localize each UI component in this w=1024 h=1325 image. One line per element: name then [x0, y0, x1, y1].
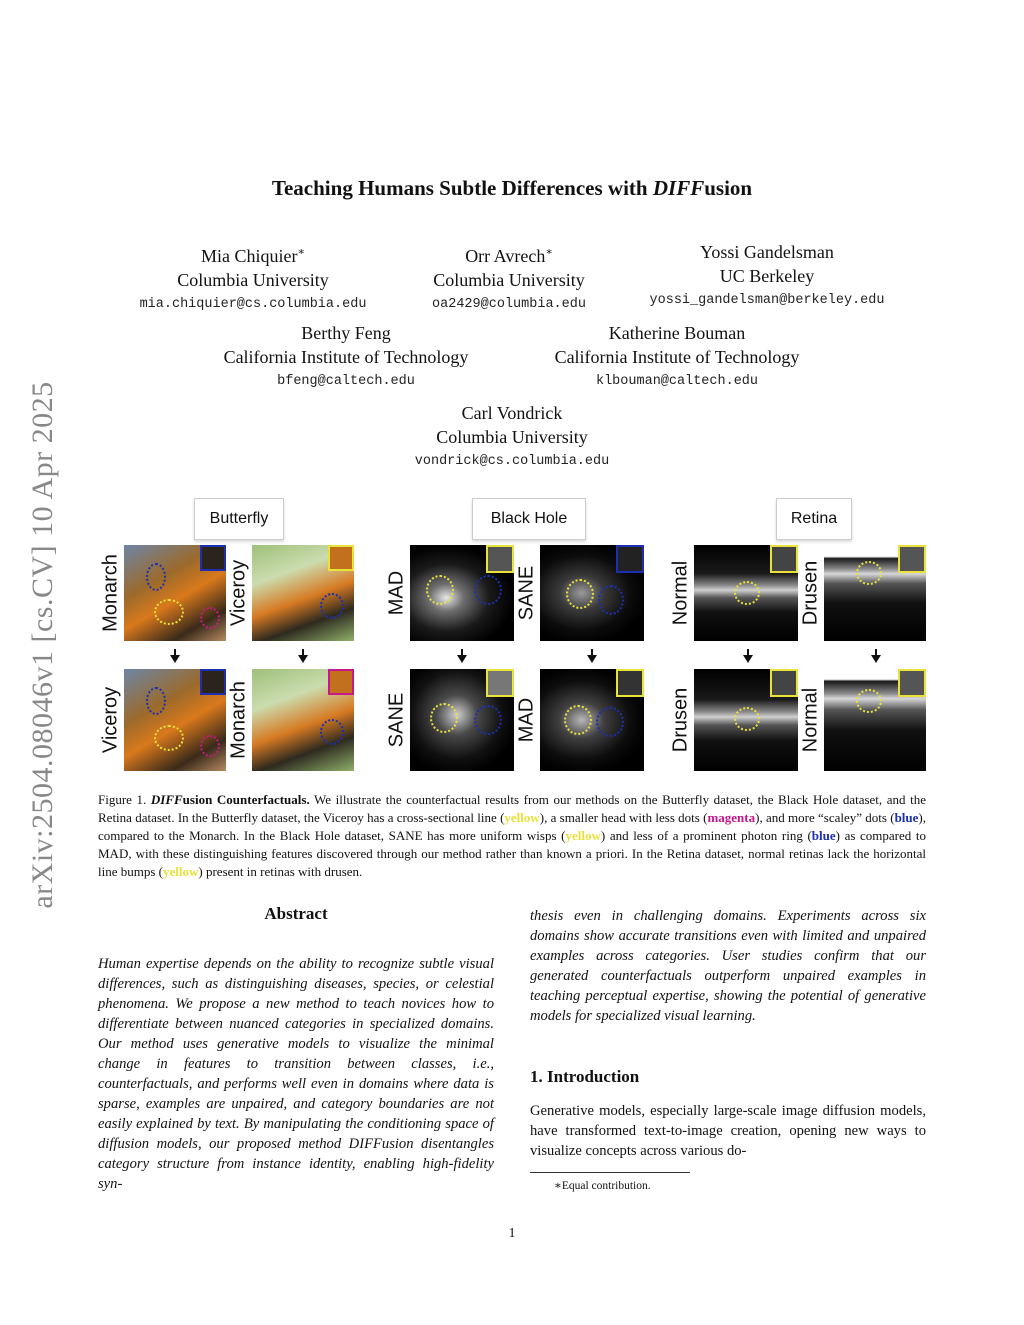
zoom-inset-yellow [770, 669, 798, 697]
author-1: Mia Chiquier∗ Columbia University mia.chiquier@cs.columbia.edu [139, 246, 367, 312]
label-sane-bottom: SANE [385, 692, 408, 748]
highlight-circle-magenta [200, 607, 220, 629]
retina-counterfactual-drusen-image [694, 669, 798, 771]
figure-caption: Figure 1. DIFFusion Counterfactuals. We illustrate the counterfactual results from our methods on the Butterfly dataset, the Black Hole dataset, and the Retina dataset. In the Butterfly dataset, the Viceroy has a cross-sectional line (yellow), a smaller head with less dots (magenta), and more “scaley” dots (blue), compared to the Monarch. In the Black Hole dataset, SANE has more uniform wisps (yellow) and less of a prominent photon ring (blue) as compared to MAD, with these distinguishing features discovered through our method rather than known a priori. In the Retina dataset, normal retinas lack the horizontal line bumps (yellow) present in retinas with drusen. [98, 792, 927, 879]
retina-drusen-image [824, 545, 926, 641]
butterfly-counterfactual-viceroy-image [124, 669, 226, 771]
arrow-down [170, 655, 180, 663]
highlight-circle-yellow [430, 703, 458, 733]
introduction-text: Generative models, especially large-scale image diffusion models, have transformed text-to-image creation, opening new ways to visualize concepts across various do- [530, 1103, 926, 1159]
highlight-circle-yellow [856, 689, 882, 713]
highlight-circle-yellow [566, 579, 594, 609]
highlight-circle-yellow [154, 725, 184, 751]
black-hole-sane-image [540, 545, 644, 641]
section-heading-introduction: 1. Introduction [530, 1067, 640, 1086]
butterfly-counterfactual-monarch-image [252, 669, 354, 771]
arrow-down [457, 655, 467, 663]
figure-group-title-black-hole: Black Hole [472, 498, 586, 540]
zoom-inset-yellow [616, 669, 644, 697]
highlight-circle-yellow [734, 707, 760, 731]
highlight-circle-blue [474, 705, 502, 735]
figure-group-title-butterfly: Butterfly [194, 498, 284, 540]
zoom-inset-yellow [898, 669, 926, 697]
label-viceroy-top: Viceroy [227, 559, 250, 627]
zoom-inset-yellow [898, 545, 926, 573]
retina-counterfactual-normal-image [824, 669, 926, 771]
author-5: Katherine Bouman California Institute of Technology klbouman@caltech.edu [554, 323, 800, 389]
zoom-inset-yellow [486, 545, 514, 573]
zoom-inset-magenta [328, 669, 354, 695]
highlight-circle-blue [474, 575, 502, 605]
label-mad-top: MAD [385, 570, 408, 616]
zoom-inset-blue [616, 545, 644, 573]
black-hole-mad-image [410, 545, 514, 641]
zoom-inset-blue [200, 669, 226, 695]
arxiv-watermark: arXiv:2504.08046v1 [cs.CV] 10 Apr 2025 [26, 381, 59, 909]
highlight-circle-blue [320, 593, 344, 619]
abstract-text-left: Human expertise depends on the ability to recognize subtle visual differences, such as distinguishing diseases, species, or celestial phenomena. We propose a new method to teach novices how to differentiate between nuanced categories in specialized domains. Our method uses generative models to visualize the minimal change in features to transition between classes, i.e., counterfactuals, and performs well even in domains where data is sparse, examples are unpaired, and category boundaries are not easily explained by text. By manipulating the conditioning space of diffusion models, our proposed method DIFFusion disentangles category structure from instance identity, enabling high-fidelity syn- [98, 956, 494, 1192]
label-drusen-top: Drusen [799, 560, 822, 626]
retina-normal-image [694, 545, 798, 641]
highlight-circle-magenta [200, 735, 220, 757]
highlight-circle-blue [146, 687, 166, 715]
black-hole-counterfactual-mad-image [540, 669, 644, 771]
label-normal-top: Normal [669, 560, 692, 626]
zoom-inset-blue [200, 545, 226, 571]
highlight-circle-yellow [856, 561, 882, 585]
black-hole-counterfactual-sane-image [410, 669, 514, 771]
arrow-down [587, 655, 597, 663]
highlight-circle-yellow [426, 575, 454, 605]
zoom-inset-yellow [486, 669, 514, 697]
abstract-text-right: thesis even in challenging domains. Experiments across six domains show accurate transitions even with limited and unpaired examples across categories. User studies confirm that our generated counterfactuals outperform unpaired examples in teaching perceptual expertise, showing the potential of generative models for specialized visual learning. [530, 908, 926, 1024]
label-mad-bottom: MAD [515, 697, 538, 743]
footnote: ∗Equal contribution. [554, 1180, 651, 1192]
figure-group-title-retina: Retina [776, 498, 852, 540]
paper-title: Teaching Humans Subtle Differences with DIFFusion [271, 176, 753, 200]
highlight-circle-yellow [734, 581, 760, 605]
label-normal-bottom: Normal [799, 687, 822, 753]
highlight-circle-yellow [564, 705, 592, 735]
arrow-down [298, 655, 308, 663]
footnote-rule [530, 1172, 690, 1173]
label-sane-top: SANE [515, 565, 538, 621]
author-2: Orr Avrech∗ Columbia University oa2429@columbia.edu [432, 246, 586, 312]
abstract-heading: Abstract [264, 904, 328, 923]
highlight-circle-yellow [154, 599, 184, 625]
label-monarch-top: Monarch [99, 554, 122, 632]
butterfly-viceroy-image [252, 545, 354, 641]
zoom-inset-yellow [328, 545, 354, 571]
butterfly-monarch-image [124, 545, 226, 641]
highlight-circle-blue [146, 563, 166, 591]
author-4: Berthy Feng California Institute of Technology bfeng@caltech.edu [223, 323, 469, 389]
arrow-down [871, 655, 881, 663]
label-viceroy-bottom: Viceroy [99, 686, 122, 754]
zoom-inset-yellow [770, 545, 798, 573]
highlight-circle-blue [598, 585, 624, 615]
highlight-circle-blue [596, 707, 624, 737]
author-3: Yossi Gandelsman UC Berkeley yossi_gandelsman@berkeley.edu [649, 242, 885, 308]
author-6: Carl Vondrick Columbia University vondrick@cs.columbia.edu [414, 403, 610, 469]
highlight-circle-blue [320, 719, 344, 745]
label-monarch-bottom: Monarch [227, 681, 250, 759]
arrow-down [743, 655, 753, 663]
label-drusen-bottom: Drusen [669, 687, 692, 753]
page-number: 1 [508, 1226, 516, 1241]
